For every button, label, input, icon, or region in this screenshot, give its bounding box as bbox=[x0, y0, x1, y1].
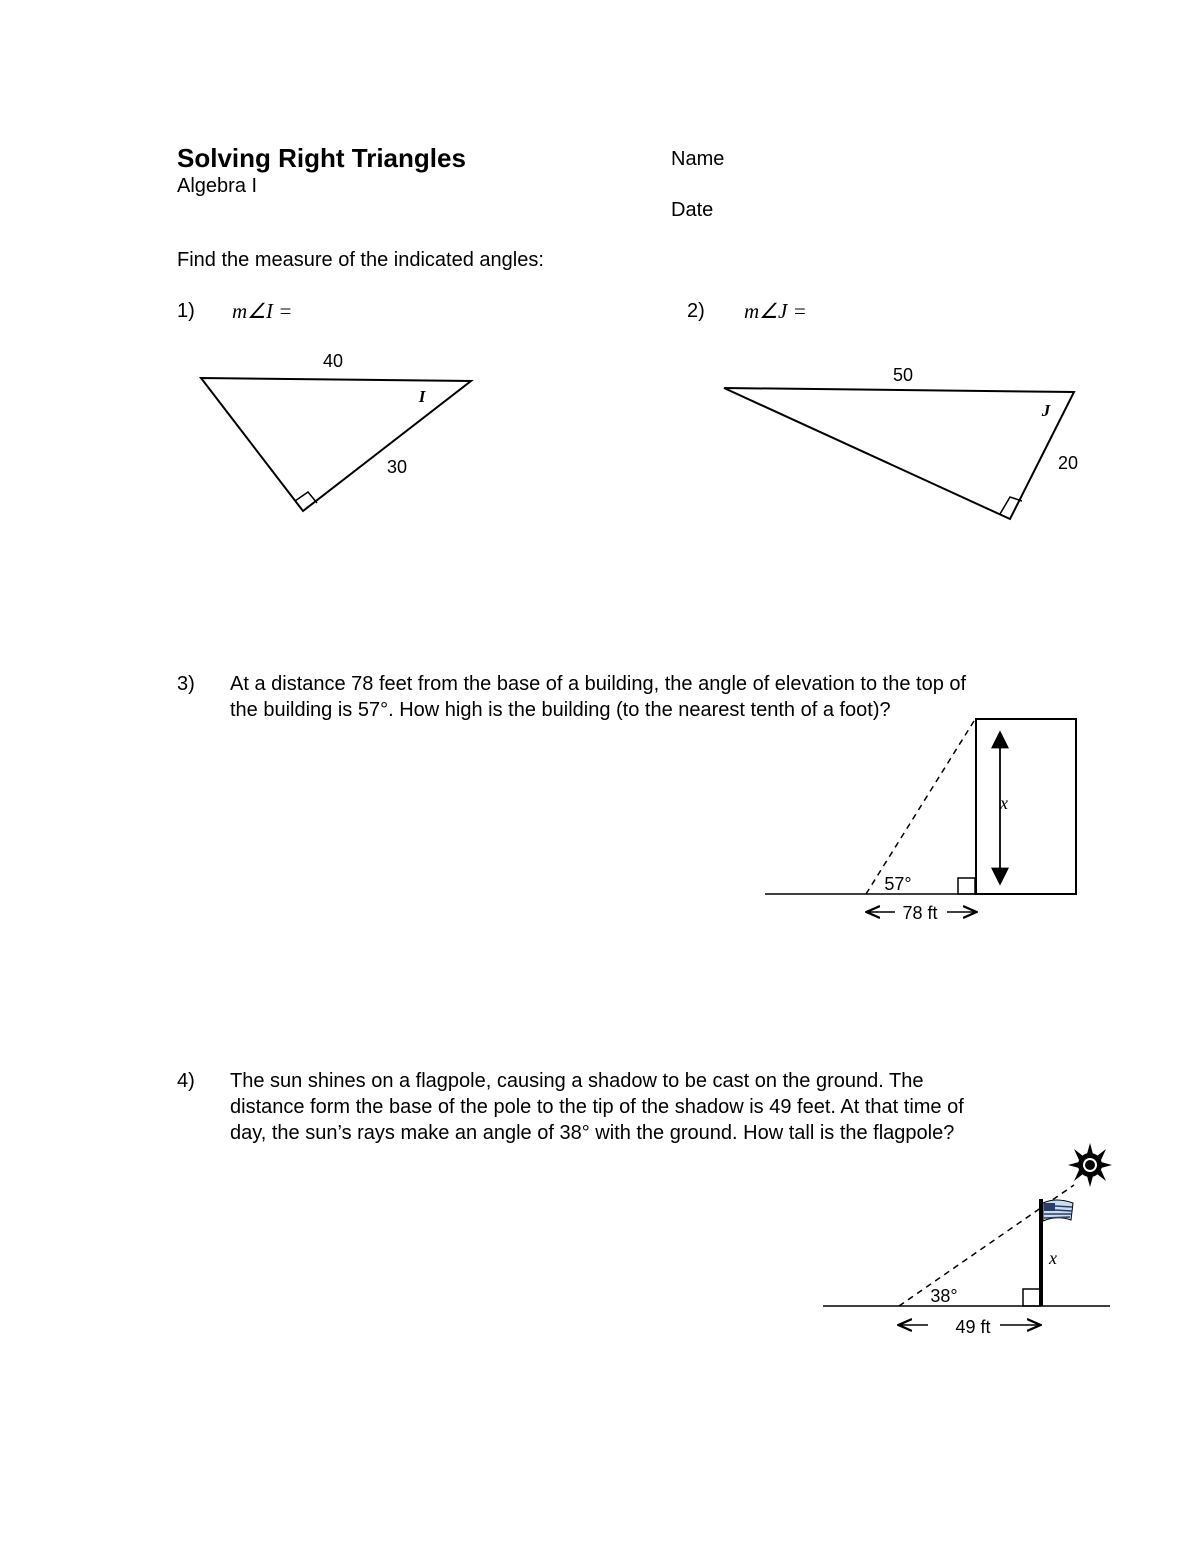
building-diagram bbox=[765, 719, 1076, 923]
flag-icon bbox=[1043, 1200, 1073, 1221]
flagpole-unknown-label: x bbox=[1049, 1248, 1057, 1268]
triangle-2-top-side-label: 50 bbox=[892, 365, 914, 385]
problem-4-text-line3: day, the sun’s rays make an angle of 38° with the ground. How tall is the flagpole? bbox=[230, 1122, 955, 1144]
problem-4-text-line2: distance form the base of the pole to the tip of the shadow is 49 feet. At that time of bbox=[230, 1096, 964, 1118]
flagpole-diagram bbox=[823, 1143, 1112, 1337]
course-subtitle: Algebra I bbox=[177, 175, 258, 197]
line-of-sight bbox=[866, 721, 974, 894]
problem-1-prompt: m∠I = bbox=[232, 299, 293, 323]
problem-2-prompt: m∠J = bbox=[744, 299, 807, 323]
triangle-1-hypotenuse-label: 30 bbox=[386, 457, 408, 477]
problem-2-number: 2) bbox=[687, 300, 705, 322]
flagpole-angle-label: 38° bbox=[930, 1286, 958, 1306]
building-right-angle-mark bbox=[958, 878, 975, 894]
building bbox=[976, 719, 1076, 894]
sun-icon bbox=[1068, 1143, 1112, 1187]
problem-3-text-line1: At a distance 78 feet from the base of a building, the angle of elevation to the top of bbox=[230, 673, 967, 695]
building-angle-label: 57° bbox=[884, 874, 912, 894]
problem-1-number: 1) bbox=[177, 300, 195, 322]
problem-4-text-line1: The sun shines on a flagpole, causing a shadow to be cast on the ground. The bbox=[230, 1070, 924, 1092]
problem-4-number: 4) bbox=[177, 1070, 195, 1092]
date-label: Date bbox=[671, 199, 714, 221]
problem-3-text-line2: the building is 57°. How high is the building (to the nearest tenth of a foot)? bbox=[230, 699, 891, 721]
triangle-2 bbox=[724, 365, 1078, 519]
triangle-1 bbox=[201, 351, 471, 511]
triangle-2-outline bbox=[724, 388, 1074, 519]
triangle-2-right-angle-mark bbox=[1000, 497, 1022, 514]
triangle-1-top-side-label: 40 bbox=[322, 351, 344, 371]
page-title: Solving Right Triangles bbox=[177, 143, 466, 173]
triangle-2-short-side-label: 20 bbox=[1057, 453, 1079, 473]
instructions: Find the measure of the indicated angles: bbox=[177, 249, 544, 271]
building-distance-label: 78 ft bbox=[902, 903, 938, 923]
problem-3-number: 3) bbox=[177, 673, 195, 695]
triangle-1-angle-label: I bbox=[418, 387, 426, 406]
name-label: Name bbox=[671, 148, 725, 170]
flagpole-right-angle-mark bbox=[1023, 1289, 1040, 1306]
triangle-1-right-angle-mark bbox=[295, 492, 317, 503]
building-unknown-label: x bbox=[1000, 793, 1008, 813]
triangle-2-angle-label: J bbox=[1041, 401, 1051, 420]
triangle-1-outline bbox=[201, 378, 471, 511]
flagpole-distance-label: 49 ft bbox=[955, 1317, 991, 1337]
